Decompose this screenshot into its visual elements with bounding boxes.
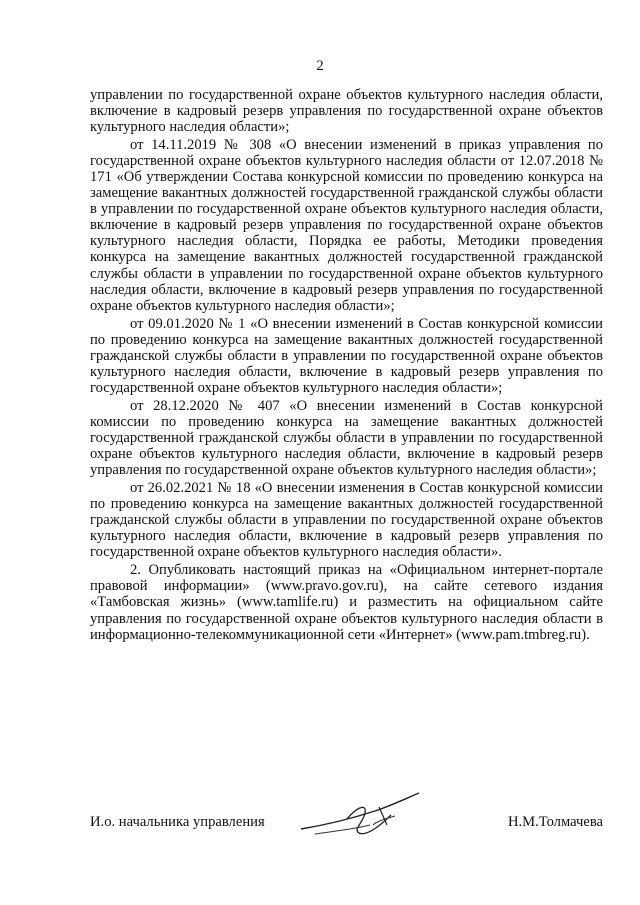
paragraph-order-308: от 14.11.2019 № 308 «О внесении изменений в приказ управления по государственной охране объектов культурного наследия области от 12.07.2018 № 171 «Об утверждении Состава конкурсной комиссии по проведению конкурса на замещение вакантных должностей государственной гражданской службы области в управлении по государственной охране объектов культурного наследия области, включение в кадровый резерв управления по государственной охране объектов культурного наследия области, Порядка ее работы, Методики проведения конкурса на замещение вакантных должностей государственной гражданской службы области в управлении по государственной охране объектов культурного наследия области, включение в кадровый резерв управления по государственной охране объектов культурного наследия области»;	[90, 137, 603, 314]
page-number: 2	[316, 58, 324, 74]
paragraph-order-18: от 26.02.2021 № 18 «О внесении изменения в Состав конкурсной комиссии по проведению конкурса на замещение вакантных должностей государственной гражданской службы области в управлении по государственной охране объектов культурного наследия области, включение в кадровый резерв управления по государственной охране объектов культурного наследия области».	[90, 480, 603, 561]
signature-block	[90, 805, 603, 845]
signatory-position: И.о. начальника управления	[90, 814, 265, 830]
paragraph-order-1: от 09.01.2020 № 1 «О внесении изменений в Состав конкурсной комиссии по проведению конкурса на замещение вакантных должностей государственной гражданской службы области в управлении по государственной охране объектов культурного наследия области, включение в кадровый резерв управления по государственной охране объектов культурного наследия области»;	[90, 315, 603, 396]
paragraph-publication: 2. Опубликовать настоящий приказ на «Официальном интернет-портале правовой информации» (www.pravo.gov.ru), на сайте сетевого издания «Тамбовская жизнь» (www.tamlife.ru) и разместить на официальном сайте управления по государственной охране объектов культурного наследия области в информационно-телекоммуникационной сети «Интернет» (www.pam.tmbreg.ru).	[90, 562, 603, 643]
handwritten-signature	[295, 789, 425, 849]
paragraph-continuation: управлении по государственной охране объектов культурного наследия области, включение в кадровый резерв управления по государственной охране объектов культурного наследия области»;	[90, 87, 603, 136]
signatory-name: Н.М.Толмачева	[507, 814, 603, 830]
paragraph-order-407: от 28.12.2020 № 407 «О внесении изменений в Состав конкурсной комиссии по проведению конкурса на замещение вакантных должностей государственной гражданской службы области в управлении по государственной охране объектов культурного наследия области, включение в кадровый резерв управления по государственной охране объектов культурного наследия области»;	[90, 397, 603, 479]
document-body	[90, 87, 603, 643]
